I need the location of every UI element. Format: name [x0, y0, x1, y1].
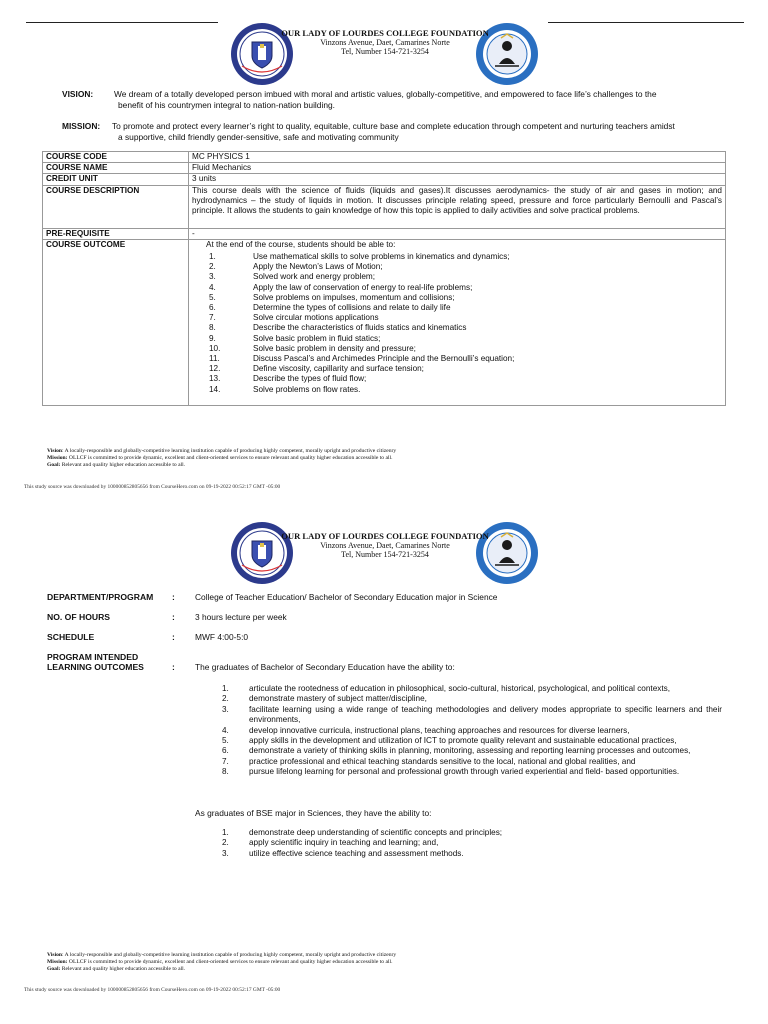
list-item: 7. Solve circular motions applications — [209, 313, 379, 323]
download-notice: This study source was downloaded by 100000852805656 from CourseHero.com on 09-19-2022 00:52:17 GMT -05:00 — [24, 987, 281, 993]
colon: : — [172, 612, 175, 622]
list-item: 3. utilize effective science teaching and assessment methods. — [222, 848, 464, 858]
department-value: College of Teacher Education/ Bachelor of Secondary Education major in Science — [195, 592, 498, 602]
prerequisite-value: - — [189, 228, 726, 239]
list-item: 6. Determine the types of collisions and relate to daily life — [209, 303, 451, 313]
header-rule-left — [26, 22, 218, 23]
list-item: 4. Apply the law of conservation of energy to real-life problems; — [209, 282, 473, 292]
list-item: 13. Describe the types of fluid flow; — [209, 374, 367, 384]
list-item: 2. apply scientific inquiry in teaching and learning; and, — [222, 838, 439, 848]
mission-text-line1: To promote and protect every learner’s right to quality, equitable, culture base and complete education through competent and nurturing teachers amidst — [112, 121, 675, 131]
page2-footer: Vision: A locally-responsible and globally-competitive learning institution capable of producing highly competent, morally upright and productive citizenry Mission: OLLCF is committed to provide dynamic, excellent and client-oriented services to ensure relevant and quality higher education accessible to all. Goal: Relevant and quality higher education accessible to all. — [47, 952, 397, 972]
course-outcome-list — [192, 252, 722, 395]
page1-footer: Vision: A locally-responsible and globally-competitive learning institution capable of producing highly competent, morally upright and productive citizenry Mission: OLLCF is committed to provide dynamic, excellent and client-oriented services to ensure relevant and quality higher education accessible to all. Goal: Relevant and quality higher education accessible to all. — [47, 448, 397, 468]
table-row — [43, 152, 726, 163]
table-row — [43, 174, 726, 185]
list-item: 6. demonstrate a variety of thinking skills in planning, monitoring, assessing and reporting learning processes and outcomes, — [222, 746, 691, 756]
mission-block — [62, 121, 732, 142]
credit-unit-label: CREDIT UNIT — [43, 174, 189, 185]
colon: : — [172, 632, 175, 642]
mission-text-line2: a supportive, child friendly gender-sensitive, safe and motivating community — [118, 131, 399, 142]
list-item: 11. Discuss Pascal’s and Archimedes Principle and the Bernoulli’s equation; — [209, 354, 515, 364]
colon: : — [172, 662, 175, 672]
course-code-label: COURSE CODE — [43, 152, 189, 163]
vision-label: VISION: — [62, 89, 94, 99]
course-name-value: Fluid Mechanics — [189, 163, 726, 174]
list-item: 5. Solve problems on impulses, momentum and collisions; — [209, 292, 455, 302]
bse-list — [222, 828, 722, 859]
school-phone: Tel, Number 154-721-3254 — [341, 550, 429, 559]
vision-text-line2: benefit of his countrymen integral to nation-nation building. — [118, 99, 335, 110]
list-item: 2. demonstrate mastery of subject matter/discipline, — [222, 694, 427, 704]
school-phone: Tel, Number 154-721-3254 — [341, 47, 429, 56]
course-outcome-label: COURSE OUTCOME — [43, 239, 189, 405]
department-label: DEPARTMENT/PROGRAM — [47, 592, 154, 602]
hours-value: 3 hours lecture per week — [195, 612, 287, 622]
vision-text-line1: We dream of a totally developed person imbued with moral and artistic values, globally-competitive, and empowered to face life’s challenges to the — [114, 89, 657, 99]
school-header — [270, 29, 500, 56]
schedule-label: SCHEDULE — [47, 632, 95, 642]
table-row — [43, 185, 726, 228]
list-item: 3. Solved work and energy problem; — [209, 272, 375, 282]
list-item: 8. Describe the characteristics of fluids statics and kinematics — [209, 323, 467, 333]
course-outcome-cell — [189, 239, 726, 405]
colon: : — [172, 592, 175, 602]
list-item: 4. develop innovative curricula, instructional plans, teaching approaches and resources for diverse learners, — [222, 725, 630, 735]
list-item: 9. Solve basic problem in fluid statics; — [209, 333, 381, 343]
school-address: Vinzons Avenue, Daet, Camarines Norte — [320, 541, 450, 550]
course-code-value: MC PHYSICS 1 — [189, 152, 726, 163]
course-description-label: COURSE DESCRIPTION — [43, 185, 189, 228]
vision-block — [62, 89, 722, 110]
download-notice: This study source was downloaded by 100000852805656 from CourseHero.com on 09-19-2022 00:52:17 GMT -05:00 — [24, 484, 281, 490]
list-item: 8. pursue lifelong learning for personal and professional growth through varied experiential and field- based opportunities. — [222, 767, 680, 777]
pilo-intro: The graduates of Bachelor of Secondary Education have the ability to: — [195, 662, 455, 672]
list-item: 1. Use mathematical skills to solve problems in kinematics and dynamics; — [209, 252, 510, 262]
school-name: OUR LADY OF LOURDES COLLEGE FOUNDATION — [281, 531, 489, 541]
list-item: 7. practice professional and ethical teaching standards sensitive to the local, national and global realities, and — [222, 756, 636, 766]
schedule-value: MWF 4:00-5:0 — [195, 632, 249, 642]
list-item: 5. apply skills in the development and utilization of ICT to promote quality relevant and sustainable educational practices, — [222, 736, 677, 746]
header-rule-right — [548, 22, 744, 23]
table-row — [43, 239, 726, 405]
prerequisite-label: PRE-REQUISITE — [43, 228, 189, 239]
school-address: Vinzons Avenue, Daet, Camarines Norte — [320, 38, 450, 47]
table-row — [43, 228, 726, 239]
course-description-value: This course deals with the science of fluids (liquids and gases).It discusses aerodynamics- the study of air and gases in motion; and hydrodynamics – the study of liquids in motion. It discusses principle relating speed, pressure and force particularly Bernoulli and Pascal’s principle. It allows the students to gain knowledge of how this topic is applied to daily activities and solve practical problems. — [189, 185, 726, 228]
table-row — [43, 163, 726, 174]
bse-intro: As graduates of BSE major in Sciences, they have the ability to: — [195, 808, 432, 818]
list-item: 2. Apply the Newton’s Laws of Motion; — [209, 262, 383, 272]
course-name-label: COURSE NAME — [43, 163, 189, 174]
pilo-label: PROGRAM INTENDED LEARNING OUTCOMES — [47, 652, 144, 672]
pilo-list — [222, 684, 722, 778]
credit-unit-value: 3 units — [189, 174, 726, 185]
school-header — [270, 532, 500, 559]
list-item: 3. facilitate learning using a wide range of teaching methodologies and delivery modes appropriate to specific learners and their environments, — [222, 704, 722, 725]
mission-label: MISSION: — [62, 121, 101, 131]
list-item: 12. Define viscosity, capillarity and surface tension; — [209, 364, 424, 374]
list-item: 1. demonstrate deep understanding of scientific concepts and principles; — [222, 828, 503, 837]
list-item: 1. articulate the rootedness of education in philosophical, socio-cultural, historical, psychological, and political contexts, — [222, 684, 670, 693]
hours-label: NO. OF HOURS — [47, 612, 111, 622]
course-outcome-intro: At the end of the course, students should be able to: — [206, 239, 396, 249]
list-item: 10. Solve basic problem in density and pressure; — [209, 343, 416, 353]
school-name: OUR LADY OF LOURDES COLLEGE FOUNDATION — [281, 28, 489, 38]
course-table — [42, 151, 726, 406]
list-item: 14. Solve problems on flow rates. — [209, 384, 361, 394]
